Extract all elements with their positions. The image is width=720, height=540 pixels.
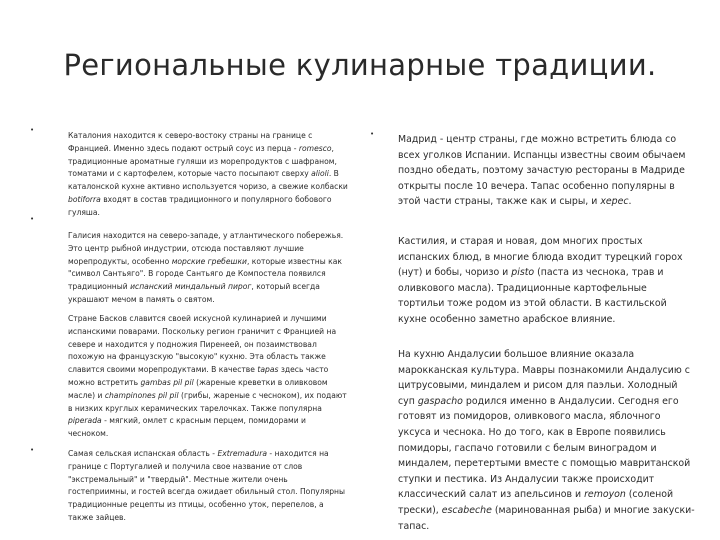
italic-term: romesco — [298, 143, 332, 153]
italic-term: alioli — [311, 169, 329, 179]
text-run: На кухню Андалусии большое влияние оказала марокканская культура. Мавры познакомили Андалусию с цитрусовыми, миндалем и рисом для паэльи. Холодный суп — [398, 349, 690, 407]
text-run: (маринованная рыба) и многие закуски-тапас. — [398, 504, 695, 532]
text-run: родился именно в Андалусии. Сегодня его готовят из помидоров, оливкового масла, яблочного уксуса и чеснока. Но до того, как в Европе появились помидоры, гаспачо готовили с белым виноградом и миндалем, перетертыми вместе с помощью мавританской ступки и пестика. Из Андалусии также происходит классический салат из апельсинов и — [398, 395, 691, 501]
text-run: Стране Басков славится своей искусной кулинарией и лучшими испанскими поварами. Поскольку регион граничит с Францией на севере и находится у подножия Пиренеей, он позаимствовал похожую на французскую "высокую" кухню. Эта область также славится своими морепродуктами. В качестве — [68, 314, 337, 375]
bullet-left-3: • — [30, 446, 35, 454]
bullet-right-1: • — [370, 130, 375, 138]
paragraph-basque — [68, 313, 348, 441]
text-run: , которые известны как "символ Сантьяго". В городе Сантьяго де Компостела появился традиционный — [68, 256, 342, 292]
paragraph-catalonia — [68, 130, 348, 220]
paragraph-castile — [398, 234, 696, 328]
text-run: - мягкий, омлет с красным перцем, помидорами и чесноком. — [68, 416, 306, 439]
text-run: входят в состав традиционного и популярного бобового гуляша. — [68, 194, 332, 217]
text-run: (паста из чеснока, трав и оливкового масла). Традиционные картофельные тортильи тоже родом из этой области. В кастильской кухне особенно заметно арабское влияние. — [398, 267, 667, 325]
italic-term: remoyon — [584, 489, 626, 501]
italic-term: pisto — [511, 267, 535, 279]
text-run: (грибы, жареные с чесноком), их подают в низких круглых керамических тарелочках. Также популярна — [68, 390, 347, 413]
italic-term: botiforra — [68, 194, 101, 204]
italic-term: испанский миндальный пирог — [130, 282, 252, 292]
text-run: Самая сельская испанская область - — [68, 449, 218, 458]
bullet-left-1: • — [30, 126, 35, 134]
italic-term: морские гребешки — [171, 256, 247, 266]
text-run: . В каталонской кухне активно используется чоризо, а свежие колбаски — [68, 169, 348, 192]
paragraph-andalusia — [398, 347, 696, 534]
text-run: - центр страны, где можно встретить блюда со всех уголков Испании. Испанцы известны своим обычаем поздно обедать, поэтому зачастую рестораны в Мадриде открыты после 10 вечера. Тапас особенно популярны в этой части страны, также как и сыры, и — [398, 134, 686, 208]
text-run: Мадрид — [398, 134, 437, 145]
text-run: (соленой трески), — [398, 489, 674, 516]
italic-term: gaspacho — [417, 395, 463, 407]
text-run: - находится на границе с Португалией и получила свое название от слов "экстремальный" и "твердый". Местные жители очень гостеприимны, и гостей всегда ожидает обильный стол. Популярны традиционные рецепты из птицы, особенно уток, перепелов, а также зайцев. — [68, 449, 345, 522]
text-run: Каталония находится к северо-востоку страны на границе с Францией. Именно здесь подают острый соус из перца - — [68, 131, 313, 153]
paragraph-extremadura — [68, 448, 348, 525]
text-run: здесь часто можно встретить — [68, 365, 329, 387]
text-run: (жареные креветки в оливковом масле) и — [68, 377, 328, 400]
italic-term: piperada — [68, 416, 102, 426]
slide-title: Региональные кулинарные традиции. — [63, 48, 657, 82]
italic-term: tapas — [257, 365, 279, 375]
paragraph-madrid — [398, 132, 696, 210]
text-run: , традиционные ароматные гуляши из морепродуктов с шафраном, томатами и с картофелем, которые часто посыпают сверху — [68, 143, 337, 179]
paragraph-galicia — [68, 230, 348, 307]
italic-term: Extremadura — [217, 449, 267, 458]
text-run: Кастилия — [398, 236, 445, 247]
italic-term: херес — [600, 196, 629, 208]
text-run: Галисия находится на северо-западе, у атлантического побережья. Это центр рыбной индустрии, отсюда поставляют лучшие морепродукты, особенно — [68, 231, 344, 266]
bullet-left-2: • — [30, 215, 35, 223]
text-run: , и старая и новая, дом многих простых испанских блюд, в многие блюда входит турецкий горох (нут) и бобы, чоризо и — [398, 236, 683, 279]
text-run: . — [628, 196, 632, 208]
italic-term: gambas pil pil — [140, 377, 194, 387]
text-run: , который всегда украшают мечом в память о святом. — [68, 282, 320, 304]
italic-term: escabeche — [441, 504, 492, 516]
italic-term: champinones pil pil — [104, 390, 179, 400]
